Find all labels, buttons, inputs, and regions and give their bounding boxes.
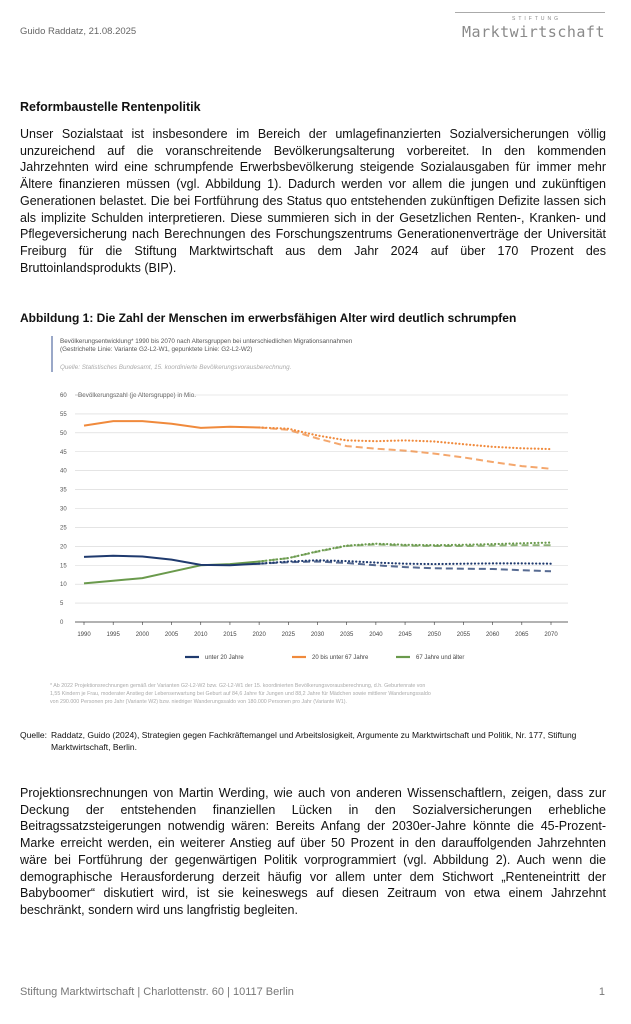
y-tick-label: 55 — [60, 411, 67, 418]
chart-footnote-1: * Ab 2022 Projektionsrechnungen gemäß der Varianten G2-L2-W2 bzw. G2-L2-W1 der 15. koordinierten Bevölkerungsvorausberechnung, d.h. Geburtenrate von — [50, 683, 426, 689]
logo — [462, 7, 605, 41]
x-tick-label: 1995 — [106, 632, 120, 638]
x-tick-label: 2055 — [456, 632, 471, 638]
series-line-old-dotted — [259, 543, 551, 562]
chart-subtitle: (Gestrichelte Linie: Variante G2-L2-W1, gepunktete Linie: G2-L2-W2) — [60, 346, 253, 353]
series-line-working-solid — [84, 421, 259, 428]
page-number: 1 — [598, 986, 605, 998]
source-citation — [20, 730, 610, 753]
chart-footnote-2: 1,55 Kindern je Frau, moderater Anstieg der Lebenserwartung bei Geburt auf 84,6 Jahre für Jungen und 88,2 Jahre für Mädchen sowie mittlerer Wanderungssaldo — [50, 691, 431, 697]
y-tick-label: 35 — [60, 487, 67, 494]
y-tick-label: 50 — [60, 430, 67, 437]
x-tick-label: 2010 — [194, 632, 208, 638]
x-tick-label: 2045 — [398, 632, 412, 638]
x-tick-label: 2000 — [135, 632, 150, 638]
x-tick-label: 1990 — [77, 632, 91, 638]
y-tick-label: 20 — [60, 544, 67, 551]
source-text: Raddatz, Guido (2024), Strategien gegen Fachkräftemangel und Arbeitslosigkeit, Argumente zu Marktwirtschaft und Politik, Nr. 177, Stiftung Marktwirtschaft, Berlin. — [51, 730, 577, 752]
y-tick-label: 10 — [60, 582, 67, 589]
legend-label-working: 20 bis unter 67 Jahre — [312, 655, 369, 661]
y-tick-label: 15 — [60, 563, 67, 570]
footer-address: Stiftung Marktwirtschaft | Charlottenstr. 60 | 10117 Berlin — [20, 986, 294, 998]
series-line-working-dashed — [259, 428, 551, 469]
y-tick-label: 60 — [60, 393, 67, 399]
series-line-old-dashed — [259, 544, 551, 561]
x-tick-label: 2020 — [252, 632, 266, 638]
y-tick-label: 25 — [60, 525, 67, 532]
x-tick-label: 2040 — [369, 632, 383, 638]
series-line-young-dotted — [259, 560, 551, 564]
source-label: Quelle: — [20, 730, 47, 740]
series-line-working-dotted — [259, 428, 551, 450]
population-chart — [20, 330, 610, 720]
x-tick-label: 2065 — [515, 632, 529, 638]
x-tick-label: 2035 — [340, 632, 354, 638]
chart-ylabel: Bevölkerungszahl (je Altersgruppe) in Mio. — [78, 392, 196, 399]
x-tick-label: 2050 — [427, 632, 441, 638]
legend-label-young: unter 20 Jahre — [205, 655, 244, 661]
section-title: Reformbaustelle Rentenpolitik — [20, 100, 201, 114]
x-tick-label: 2015 — [223, 632, 237, 638]
y-tick-label: 40 — [60, 468, 67, 475]
x-tick-label: 2005 — [164, 632, 179, 638]
chart-source-note: Quelle: Statistisches Bundesamt, 15. koordinierte Bevölkerungsvorausberechnung. — [60, 364, 292, 371]
logo-big-text: Marktwirtschaft — [462, 23, 605, 41]
chart-title: Bevölkerungsentwicklung* 1990 bis 2070 nach Altersgruppen bei unterschiedlichen Migrationsannahmen — [60, 338, 353, 345]
paragraph-1: Unser Sozialstaat ist insbesondere im Bereich der umlagefinanzierten Sozialversicherungen völlig unzureichend auf die voranschreitende Bevölkerungsalterung vorbereitet. In den kommenden Jahrzehnten wird eine schrumpfende Erwerbsbevölkerung steigende Sozialausgaben für immer mehr Ältere finanzieren müssen (vgl. Abbildung 1). Dadurch werden vor allem die jungen und zukünftigen Generationen belastet. Die bei Fortführung des Status quo entstehenden zukünftigen Defizite lassen sich als implizite Schulden interpretieren. Diese summieren sich in der Gesetzlichen Renten-, Kranken- und Pflegeversicherung nach Berechnungen des Forschungszentrums Generationenverträge der Universität Freiburg für die Stiftung Marktwirtschaft aus dem Jahr 2024 auf über 170 Prozent des Bruttoinlandsprodukts (BIP). — [20, 127, 606, 275]
x-tick-label: 2025 — [281, 632, 295, 638]
x-tick-label: 2060 — [485, 632, 500, 638]
y-tick-label: 45 — [60, 449, 67, 456]
chart-footnote-3: von 290.000 Personen pro Jahr (Variante W2) bzw. niedriger Wanderungssaldo von 180.000 Personen pro Jahr (Variante W1). — [50, 699, 347, 705]
logo-small-text: STIFTUNG — [508, 16, 565, 22]
x-tick-label: 2070 — [544, 632, 558, 638]
y-tick-label: 30 — [60, 506, 67, 513]
paragraph-2: Projektionsrechnungen von Martin Werding, wie auch von anderen Wissenschaftlern, zeigen, dass zur Deckung der entstehenden finanziellen Lücken in den Sozialversicherungen erhebliche Beitragssatzsteigerungen notwendig wären: Bereits Anfang der 2030er-Jahre könnte die 45-Prozent-Marke erreicht werden, ein weiterer Anstieg auf über 50 Prozent in den darauffolgenden Jahrzehnten wäre bei Fortführung der gegenwärtigen Politik vorprogrammiert (vgl. Abbildung 2). Auch wenn die demographische Herausforderung derzeit häufig vor allem unter dem Stichwort „Renteneintritt der Babyboomer“ diskutiert wird, ist sie keineswegs auf diesen Zeitraum von etwa einem Jahrzehnt beschränkt, sondern wird uns langfristig begleiten. — [20, 786, 606, 917]
legend-label-old: 67 Jahre und älter — [416, 655, 465, 661]
x-tick-label: 2030 — [310, 632, 325, 638]
author-date: Guido Raddatz, 21.08.2025 — [20, 26, 137, 37]
figure-title: Abbildung 1: Die Zahl der Menschen im erwerbsfähigen Alter wird deutlich schrumpfen — [20, 311, 517, 325]
y-tick-label: 0 — [60, 620, 64, 626]
y-tick-label: 5 — [60, 601, 64, 608]
